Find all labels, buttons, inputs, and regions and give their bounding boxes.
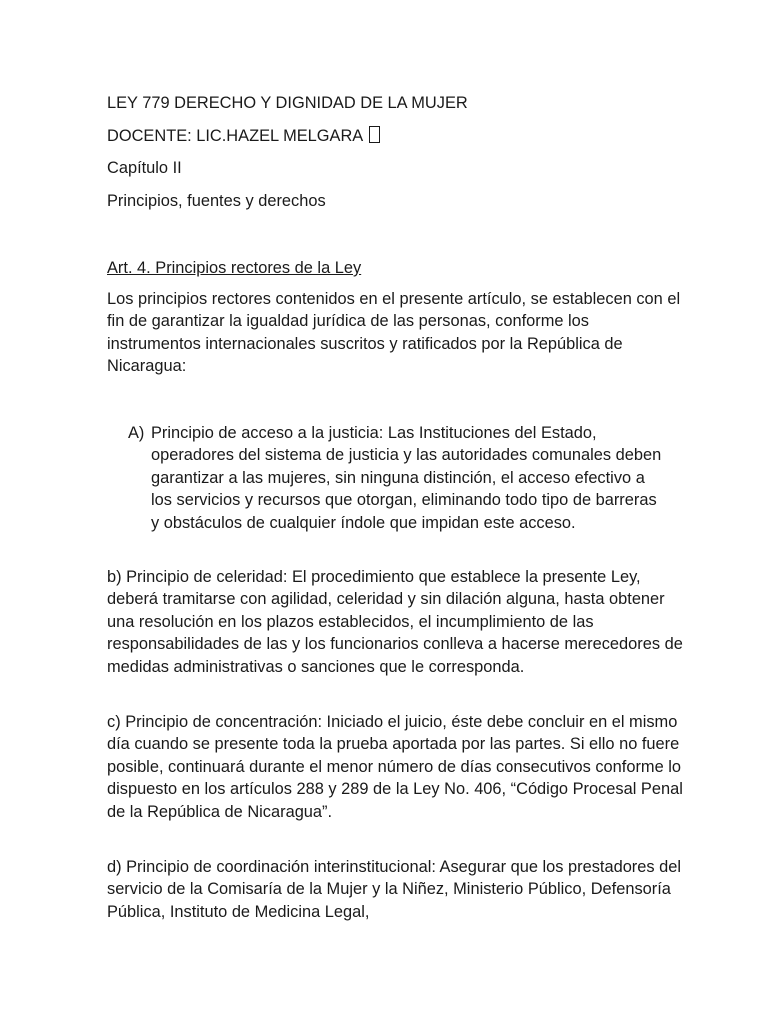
article-heading: Art. 4. Principios rectores de la Ley [107, 259, 362, 277]
principle-concentration: c) Principio de concentración: Iniciado el juicio, éste debe concluir en el mismo día cuando se presente toda la prueba aportada por las partes. Si ello no fuere posible, continuará durante el menor número de días consecutivos conforme lo dispuesto en los artículos 288 y 289 de la Ley No. 406, “Código Procesal Penal de la República de Nicaragua”. [107, 713, 683, 821]
principle-celerity: b) Principio de celeridad: El procedimiento que establece la presente Ley, deberá tramitarse con agilidad, celeridad y sin dilación alguna, hasta obtener una resolución en los plazos establecidos, el incumplimiento de las responsabilidades de las y los funcionarios conlleva a hacerse merecedores de medidas administrativas o sanciones que le corresponda. [107, 568, 683, 676]
teacher-line [107, 125, 380, 147]
intro-paragraph: Los principios rectores contenidos en el presente artículo, se establecen con el fin de garantizar la igualdad jurídica de las personas, conforme los instrumentos internacionales suscritos y ratificados por la República de Nicaragua: [107, 290, 681, 376]
list-item-a [128, 422, 668, 534]
chapter-label: Capítulo II [107, 159, 182, 177]
teacher-text: DOCENTE: LIC.HAZEL MELGARA [107, 127, 363, 145]
principle-access-justice: Principio de acceso a la justicia: Las Instituciones del Estado, operadores del sistema de justicia y las autoridades comunales deben garantizar a las mujeres, sin ninguna distinción, el acceso efectivo a los servicios y recursos que otorgan, eliminando todo tipo de barreras y obstáculos de cualquier índole que impidan este acceso. [151, 424, 662, 532]
principle-coordination: d) Principio de coordinación interinstitucional: Asegurar que los prestadores del servicio de la Comisaría de la Mujer y la Niñez, Ministerio Público, Defensoría Pública, Instituto de Medicina Legal, [107, 858, 681, 921]
list-marker-a: A) [128, 424, 145, 442]
law-title: LEY 779 DERECHO Y DIGNIDAD DE LA MUJER [107, 94, 468, 112]
missing-glyph-icon [369, 126, 380, 143]
chapter-title: Principios, fuentes y derechos [107, 192, 326, 210]
